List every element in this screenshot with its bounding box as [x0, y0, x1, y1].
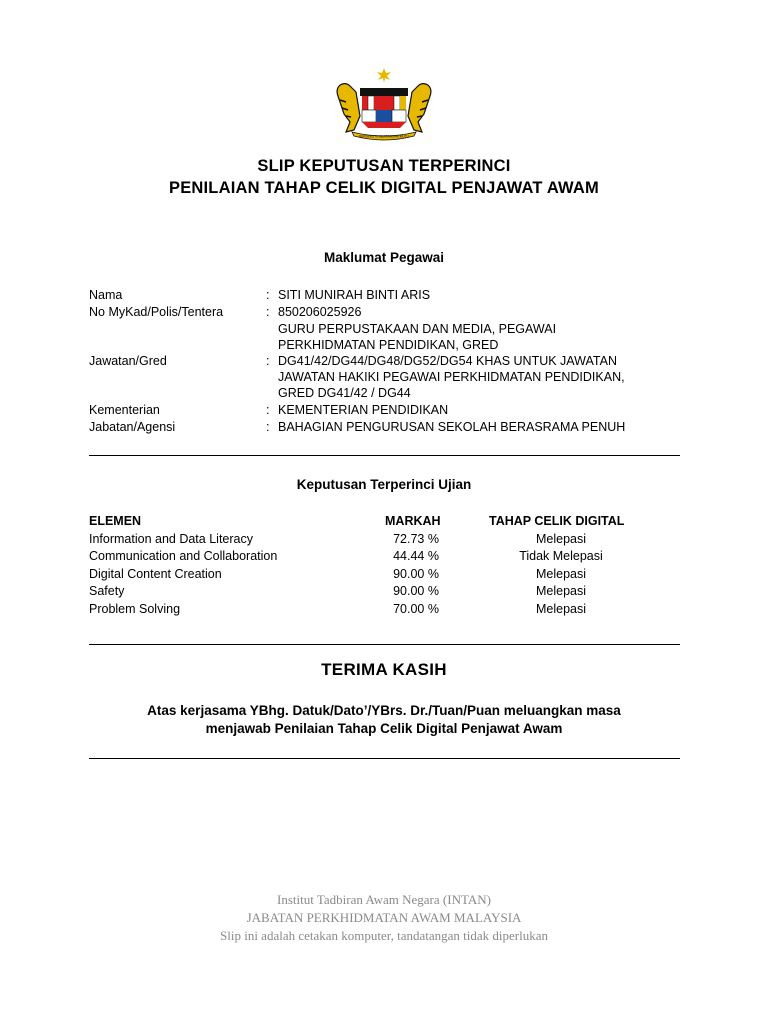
info-label: No MyKad/Polis/Tentera — [89, 305, 224, 319]
info-value-line: JAWATAN HAKIKI PEGAWAI PERKHIDMATAN PENDIDIKAN, — [278, 370, 625, 384]
info-value: BAHAGIAN PENGURUSAN SEKOLAH BERASRAMA PENUH — [278, 420, 626, 434]
info-value-line: GURU PERPUSTAKAAN DAN MEDIA, PEGAWAI — [278, 322, 557, 336]
divider — [89, 455, 680, 456]
divider — [89, 644, 680, 645]
column-header-score: MARKAH — [385, 514, 441, 528]
officer-info-heading: Maklumat Pegawai — [323, 250, 445, 265]
cell-score: 70.00 % — [393, 602, 439, 616]
column-header-element: ELEMEN — [89, 514, 142, 528]
cell-level: Melepasi — [535, 602, 587, 616]
thanks-message-line: menjawab Penilaian Tahap Celik Digital Penjawat Awam — [205, 721, 563, 736]
info-value: SITI MUNIRAH BINTI ARIS — [278, 288, 431, 302]
info-colon: : — [266, 288, 270, 302]
footer-department: JABATAN PERKHIDMATAN AWAM MALAYSIA — [246, 910, 522, 925]
info-colon: : — [266, 403, 270, 417]
info-label: Jawatan/Gred — [89, 354, 167, 368]
thanks-message-line: Atas kerjasama YBhg. Datuk/Dato’/YBrs. Dr./Tuan/Puan meluangkan masa — [147, 703, 621, 718]
info-label: Nama — [89, 288, 123, 302]
divider — [89, 758, 680, 759]
footer-note: Slip ini adalah cetakan komputer, tandatangan tidak diperlukan — [220, 928, 548, 943]
cell-score: 90.00 % — [393, 584, 439, 598]
cell-element: Communication and Collaboration — [89, 549, 278, 563]
cell-level: Melepasi — [535, 584, 587, 598]
info-value-line: PERKHIDMATAN PENDIDIKAN, GRED — [278, 338, 499, 352]
svg-text:BERSEKUTU BERTAMBAH MUTU: BERSEKUTU BERTAMBAH MUTU — [358, 134, 410, 139]
info-label: Jabatan/Agensi — [89, 420, 176, 434]
cell-level: Melepasi — [535, 567, 587, 581]
malaysia-coat-of-arms-logo — [330, 66, 438, 142]
document-subtitle: PENILAIAN TAHAP CELIK DIGITAL PENJAWAT AWAM — [169, 179, 599, 197]
footer-institute: Institut Tadbiran Awam Negara (INTAN) — [277, 892, 491, 907]
cell-element: Safety — [89, 584, 125, 598]
cell-score: 72.73 % — [393, 532, 439, 546]
info-colon: : — [266, 354, 270, 368]
info-value: KEMENTERIAN PENDIDIKAN — [278, 403, 449, 417]
cell-score: 90.00 % — [393, 567, 439, 581]
column-header-level: TAHAP CELIK DIGITAL — [489, 514, 625, 528]
cell-element: Digital Content Creation — [89, 567, 222, 581]
cell-score: 44.44 % — [393, 549, 439, 563]
document-title: SLIP KEPUTUSAN TERPERINCI — [257, 157, 511, 175]
info-colon: : — [266, 420, 270, 434]
cell-element: Problem Solving — [89, 602, 181, 616]
results-heading: Keputusan Terperinci Ujian — [296, 477, 472, 492]
thanks-title: TERIMA KASIH — [321, 660, 447, 679]
cell-level: Melepasi — [535, 532, 587, 546]
info-value-line: DG41/42/DG44/DG48/DG52/DG54 KHAS UNTUK JAWATAN — [278, 354, 617, 368]
info-value-line: GRED DG41/42 / DG44 — [278, 386, 411, 400]
cell-level: Tidak Melepasi — [519, 549, 603, 563]
info-colon: : — [266, 305, 270, 319]
info-label: Kementerian — [89, 403, 160, 417]
cell-element: Information and Data Literacy — [89, 532, 253, 546]
info-value: 850206025926 — [278, 305, 362, 319]
